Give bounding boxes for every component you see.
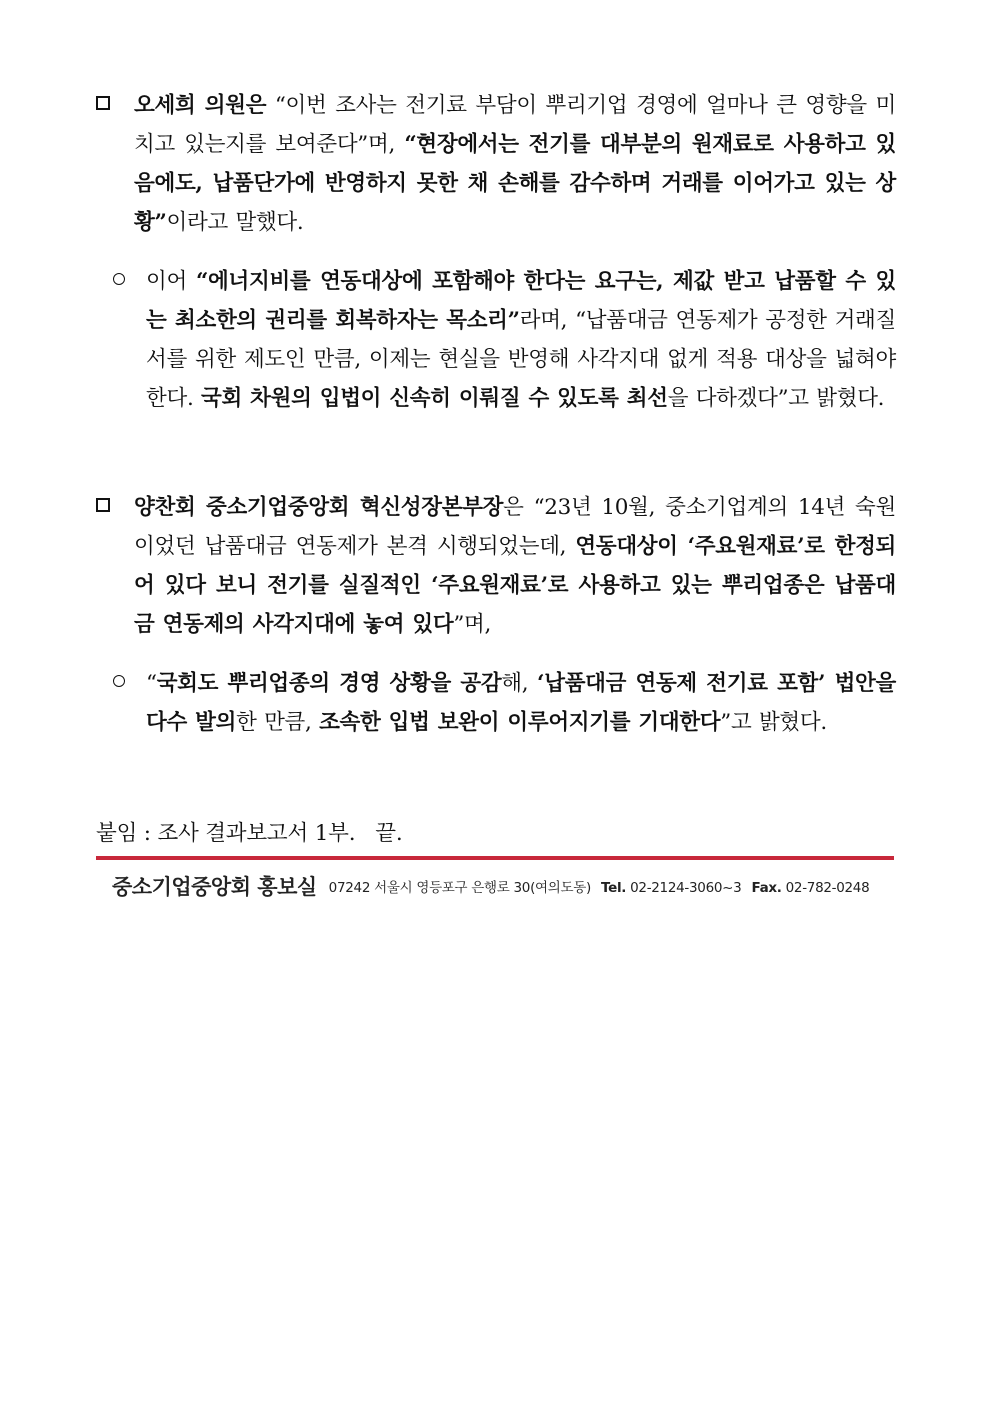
text-run: “이번 조사는 전기료 부담이 뿌리기업 경영에 얼마나 큰 영향을 미치고 있는지를 보여준다”며, [134, 93, 897, 157]
text-run: 연동대상이 ‘주요원재료’로 한정되어 있다 보니 전기를 실질적인 ‘주요원재료’로 사용하고 있는 뿌리업종은 납품대금 연동제의 사각지대에 놓여 있다 [134, 534, 897, 637]
text-run: 이어 [146, 269, 196, 294]
footer-address: 07242 서울시 영등포구 은행로 30(여의도동) [328, 880, 591, 896]
text-run: “현장에서는 전기를 대부분의 원재료로 사용하고 있음에도, 납품단가에 반영하지 못한 채 손해를 감수하며 거래를 이어가고 있는 상황” [134, 132, 897, 235]
section-lawmaker-followup [96, 262, 896, 418]
text-run: “ [146, 671, 157, 696]
text-run: 양찬회 중소기업중앙회 혁신성장본부장 [134, 495, 504, 520]
paragraph-3 [134, 488, 896, 644]
paragraph-4 [146, 664, 896, 742]
footer-divider [96, 856, 894, 860]
section-director-remarks [96, 488, 896, 644]
footer-contact [329, 876, 870, 896]
section-director-followup [96, 664, 896, 742]
text-run: 한 만큼, [236, 710, 320, 735]
footer-fax-label: Fax. [751, 880, 782, 896]
text-run: 을 다하겠다”고 밝혔다. [667, 386, 885, 411]
footer-tel: 02-2124-3060~3 [630, 880, 742, 896]
circle-bullet-icon [113, 273, 125, 285]
text-run: 국회 차원의 입법이 신속히 이뤄질 수 있도록 최선 [201, 386, 668, 411]
section-lawmaker-remarks [96, 86, 896, 242]
footer [96, 866, 896, 906]
footer-org-name: 중소기업중앙회 홍보실 [112, 875, 317, 899]
text-run: 해, [501, 671, 538, 696]
square-bullet-icon [96, 498, 110, 512]
paragraph-1 [134, 86, 896, 242]
paragraph-2 [146, 262, 896, 418]
square-bullet-icon [96, 96, 110, 110]
footer-tel-label: Tel. [600, 880, 627, 896]
text-run: 라며, “납품대금 연동제가 공정한 거래질서를 위한 제도인 만큼, 이제는 현실을 반영해 사각지대 없게 적용 대상을 넓혀야 한다. [146, 308, 896, 411]
text-run: ‘납품대금 연동제 전기료 포함’ 법안을 다수 발의 [146, 671, 896, 735]
text-run: 조속한 입법 보완이 이루어지기를 기대한다 [319, 710, 721, 735]
circle-bullet-icon [113, 675, 125, 687]
text-run: ”고 밝혔다. [720, 710, 827, 735]
text-run: ”며, [453, 612, 492, 637]
text-run: 은 “23년 10월, 중소기업계의 14년 숙원이었던 납품대금 연동제가 본격 시행되었는데, [134, 495, 896, 559]
text-run: 이라고 말했다. [166, 210, 304, 235]
attachment-note: 붙임 : 조사 결과보고서 1부. 끝. [96, 821, 403, 846]
text-run: “에너지비를 연동대상에 포함해야 한다는 요구는, 제값 받고 납품할 수 있는 최소한의 권리를 회복하자는 목소리” [146, 269, 896, 333]
text-run: 국회도 뿌리업종의 경영 상황을 공감 [156, 671, 502, 696]
footer-fax: 02-782-0248 [785, 880, 870, 896]
text-run: 오세희 의원은 [134, 93, 267, 118]
